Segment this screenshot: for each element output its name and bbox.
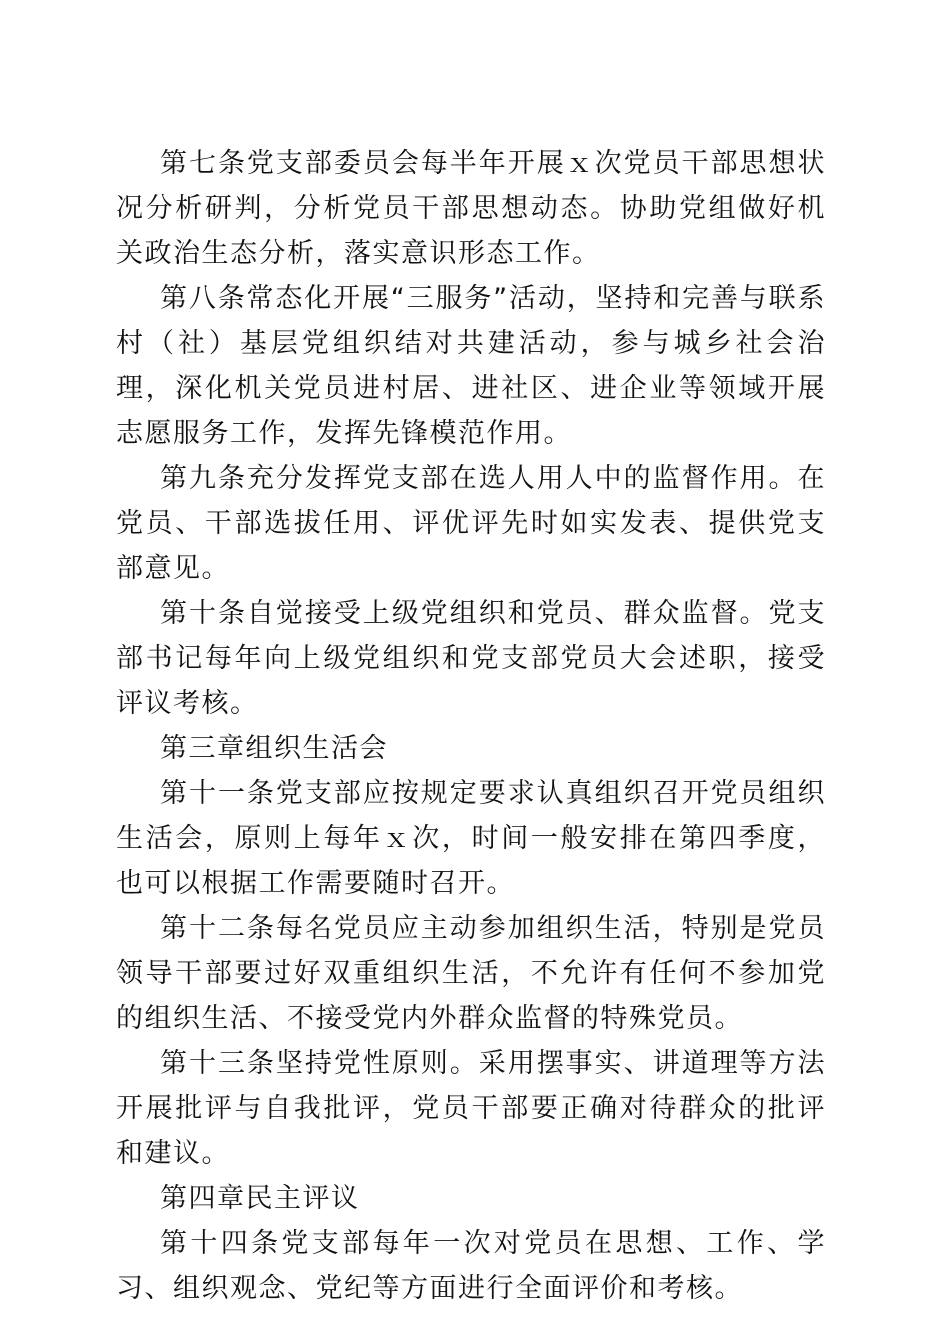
chapter-4-heading: 第四章民主评议 bbox=[160, 1183, 360, 1214]
article-13: 第十三条坚持党性原则。采用摆事实、讲道理等方法开展批评与自我批评，党员干部要正确对待群众的批评和建议。 bbox=[116, 1048, 826, 1169]
document-body bbox=[116, 141, 826, 1311]
article-7: 第七条党支部委员会每半年开展ｘ次党员干部思想状况分析研判，分析党员干部思想动态。协助党组做好机关政治生态分析，落实意识形态工作。 bbox=[116, 148, 826, 269]
article-14: 第十四条党支部每年一次对党员在思想、工作、学习、组织观念、党纪等方面进行全面评价和考核。 bbox=[116, 1228, 826, 1304]
article-12: 第十二条每名党员应主动参加组织生活，特别是党员领导干部要过好双重组织生活，不允许有任何不参加党的组织生活、不接受党内外群众监督的特殊党员。 bbox=[116, 913, 826, 1034]
article-11: 第十一条党支部应按规定要求认真组织召开党员组织生活会，原则上每年ｘ次，时间一般安排在第四季度，也可以根据工作需要随时召开。 bbox=[116, 778, 826, 899]
chapter-3-heading: 第三章组织生活会 bbox=[160, 733, 388, 764]
article-8: 第八条常态化开展“三服务”活动，坚持和完善与联系村（社）基层党组织结对共建活动，参与城乡社会治理，深化机关党员进村居、进社区、进企业等领域开展志愿服务工作，发挥先锋模范作用。 bbox=[116, 283, 826, 449]
article-9: 第九条充分发挥党支部在选人用人中的监督作用。在党员、干部选拔任用、评优评先时如实发表、提供党支部意见。 bbox=[116, 463, 826, 584]
article-10: 第十条自觉接受上级党组织和党员、群众监督。党支部书记每年向上级党组织和党支部党员大会述职，接受评议考核。 bbox=[116, 598, 826, 719]
